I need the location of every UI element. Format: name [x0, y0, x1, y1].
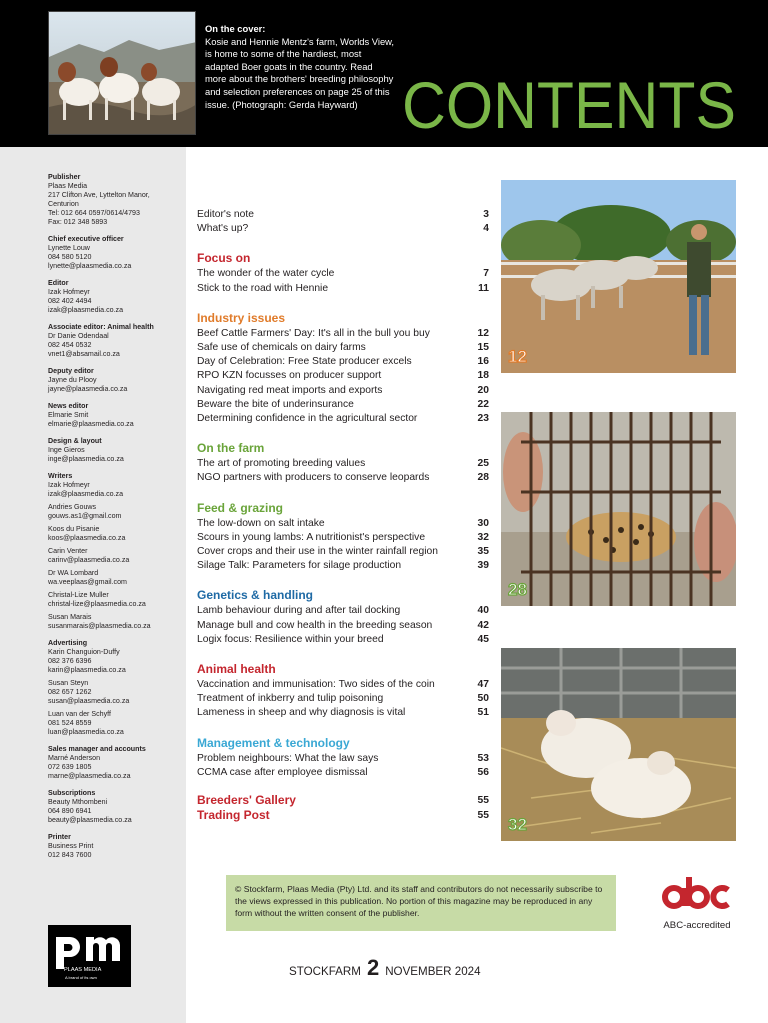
masthead-line: Andries Gouws [48, 503, 97, 511]
abc-caption: ABC-accredited [663, 920, 731, 931]
toc-entry[interactable] [197, 808, 489, 823]
toc-entry-page: 15 [477, 342, 489, 354]
toc-entry-title: Manage bull and cow health in the breeding season [197, 619, 433, 631]
section-heading: Focus on [197, 251, 251, 266]
masthead-email[interactable]: susan@plaasmedia.co.za [48, 697, 130, 705]
toc-entry[interactable] [197, 327, 489, 341]
toc-entry-page: 11 [478, 282, 489, 294]
plaas-media-tagline: A brand of its own [65, 975, 97, 980]
masthead-line: 081 524 8559 [48, 719, 92, 727]
masthead-line: Inge Gieros [48, 446, 85, 454]
masthead-block [48, 279, 180, 315]
masthead-role: Subscriptions [48, 789, 96, 797]
masthead-line: 072 639 1805 [48, 763, 92, 771]
toc-entry[interactable] [197, 222, 489, 236]
masthead-list [48, 173, 180, 868]
masthead-email[interactable]: christal-lize@plaasmedia.co.za [48, 600, 146, 608]
masthead-block [48, 639, 180, 737]
cover-caption [205, 23, 395, 111]
toc-entry[interactable] [197, 412, 489, 426]
toc-entry-title: NGO partners with producers to conserve leopards [197, 472, 430, 484]
cover-caption-label: On the cover: [205, 23, 266, 34]
footer-issue: NOVEMBER 2024 [385, 965, 481, 978]
masthead-email[interactable]: luan@plaasmedia.co.za [48, 728, 124, 736]
toc-entry[interactable] [197, 678, 489, 692]
masthead-role: Sales manager and accounts [48, 745, 146, 753]
toc-entry-page: 23 [477, 413, 489, 425]
masthead-line: 064 890 6941 [48, 807, 92, 815]
masthead-line: Business Print [48, 842, 94, 850]
masthead-line: Susan Marais [48, 613, 92, 621]
toc-entry-page: 55 [477, 795, 489, 807]
toc-entry[interactable] [197, 633, 489, 647]
toc-entry-page: 12 [477, 327, 489, 339]
lambs-photo [501, 648, 736, 841]
toc-entry-title: Silage Talk: Parameters for silage production [197, 560, 402, 572]
masthead-role: Writers [48, 472, 73, 480]
bulls-photo [501, 180, 736, 373]
plaas-media-logo-text: PLAAS MEDIA [64, 967, 102, 973]
page-title: CONTENTS [402, 68, 736, 142]
masthead-line: 217 Clifton Ave, Lyttelton Manor, [48, 191, 150, 199]
toc-entry[interactable] [197, 619, 489, 633]
masthead-email[interactable]: izak@plaasmedia.co.za [48, 490, 124, 498]
masthead-block [48, 173, 180, 227]
toc-entry-page: 42 [477, 619, 489, 631]
toc-entry-page: 35 [477, 546, 489, 558]
toc-entry[interactable] [197, 208, 489, 222]
toc-entry-page: 56 [477, 766, 489, 778]
toc-entry[interactable] [197, 267, 489, 281]
footer-magazine: STOCKFARM [289, 965, 361, 978]
masthead-email[interactable]: elmarie@plaasmedia.co.za [48, 420, 134, 428]
toc-entry-title: Scours in young lambs: A nutritionist's perspective [197, 531, 426, 543]
toc-entry-page: 30 [477, 517, 489, 529]
masthead-line: Centurion [48, 200, 79, 208]
section-heading: Feed & grazing [197, 500, 284, 515]
copyright-disclaimer: © Stockfarm, Plaas Media (Pty) Ltd. and its staff and contributors do not necessarily subscribe to the views expressed in this publication. No portion of this magazine may be reproduced in any form without the written consent of the publisher. [226, 875, 616, 931]
masthead-line: Tel: 012 664 0597/0614/4793 [48, 209, 140, 217]
toc-entry[interactable] [197, 517, 489, 531]
section-heading: On the farm [197, 441, 265, 456]
masthead-line: Dr WA Lombard [48, 569, 99, 577]
toc-entry-title: CCMA case after employee dismissal [197, 766, 368, 778]
photo-page-number: 32 [508, 815, 527, 834]
masthead-line: Dr Danie Odendaal [48, 332, 109, 340]
masthead-email[interactable]: koos@plaasmedia.co.za [48, 534, 126, 542]
masthead-email[interactable]: izak@plaasmedia.co.za [48, 306, 124, 314]
toc-entry[interactable] [197, 282, 489, 296]
toc-entry[interactable] [197, 398, 489, 412]
toc-entry-page: 39 [477, 560, 489, 572]
masthead-line: 082 454 0532 [48, 341, 92, 349]
masthead-block [48, 789, 180, 825]
toc-entry[interactable] [197, 766, 489, 780]
toc-entry-page: 22 [477, 398, 489, 410]
masthead-line: Karin Changuion-Duffy [48, 648, 120, 656]
masthead-block [48, 402, 180, 429]
masthead-role: Advertising [48, 639, 88, 647]
masthead-block [48, 745, 180, 781]
toc-entry-title: Vaccination and immunisation: Two sides of the coin [197, 679, 435, 691]
toc-entry-title: What's up? [197, 223, 249, 235]
toc-entry-title: Editor's note [197, 209, 254, 220]
toc-entry[interactable] [197, 692, 489, 706]
toc-entry-page: 53 [477, 752, 489, 764]
masthead-line: Carin Venter [48, 547, 88, 555]
toc-entry-title: Navigating red meat imports and exports [197, 384, 383, 396]
toc-entry-title: Beef Cattle Farmers' Day: It's all in the bull you buy [197, 327, 430, 339]
masthead-role: Design & layout [48, 437, 102, 445]
toc-entry-page: 40 [477, 605, 489, 617]
toc-entry[interactable] [197, 793, 489, 808]
toc-entry-page: 51 [477, 707, 489, 719]
section-heading: Genetics & handling [197, 588, 314, 603]
masthead-block [48, 323, 180, 359]
masthead-sidebar [0, 147, 186, 1023]
toc-entry-page: 4 [483, 223, 489, 235]
toc-entry-title: Breeders' Gallery [197, 793, 296, 808]
toc-entry-page: 25 [477, 458, 489, 470]
toc-entry-page: 20 [477, 384, 489, 396]
masthead-line: 082 376 6396 [48, 657, 92, 665]
masthead-line: Christal-Lize Muller [48, 591, 109, 599]
toc-entry-page: 16 [477, 356, 489, 368]
footer-page-number: 2 [366, 955, 380, 980]
contents-list [197, 208, 489, 823]
toc-entry[interactable] [197, 457, 489, 471]
leopard-photo [501, 412, 736, 606]
toc-entry-page: 18 [477, 370, 489, 382]
masthead-line: Luan van der Schyff [48, 710, 111, 718]
toc-entry[interactable] [197, 559, 489, 573]
toc-entry-title: The wonder of the water cycle [197, 268, 335, 280]
cover-caption-text: Kosie and Hennie Mentz's farm, Worlds View, is home to some of the hardiest, most adapted Boer goats in the country. Read more about the brothers' breeding philosophy and selection preferences on page 25 of this issue. (Photograph: Gerda Hayward) [205, 35, 395, 110]
toc-entry[interactable] [197, 355, 489, 369]
photo-page-number: 12 [508, 347, 527, 366]
toc-entry[interactable] [197, 369, 489, 383]
masthead-block [48, 472, 180, 631]
masthead-email[interactable]: karin@plaasmedia.co.za [48, 666, 126, 674]
toc-entry-title: Determining confidence in the agricultural sector [197, 413, 418, 425]
masthead-block [48, 367, 180, 394]
masthead-line: Koos du Pisanie [48, 525, 100, 533]
masthead-line: Lynette Louw [48, 244, 90, 252]
toc-entry-page: 7 [483, 268, 489, 280]
masthead-line: 084 580 5120 [48, 253, 92, 261]
masthead-role: News editor [48, 402, 89, 410]
masthead-role: Printer [48, 833, 71, 841]
toc-entry[interactable] [197, 531, 489, 545]
masthead-email[interactable]: lynette@plaasmedia.co.za [48, 262, 132, 270]
masthead-line: Beauty Mthombeni [48, 798, 108, 806]
toc-entry-title: Logix focus: Resilience within your breed [197, 633, 384, 645]
masthead-email[interactable]: vnet1@absamail.co.za [48, 350, 120, 358]
plaas-media-logo [48, 925, 131, 992]
abc-accreditation [652, 873, 742, 931]
toc-entry-page: 50 [477, 693, 489, 705]
toc-entry[interactable] [197, 545, 489, 559]
page-footer [289, 955, 481, 981]
toc-entry-page: 28 [477, 472, 489, 484]
masthead-block [48, 437, 180, 464]
masthead-line: Marné Anderson [48, 754, 101, 762]
masthead-email[interactable]: beauty@plaasmedia.co.za [48, 816, 132, 824]
masthead-email[interactable]: wa.veeplaas@gmail.com [48, 578, 127, 586]
masthead-role: Editor [48, 279, 69, 287]
masthead-email[interactable]: susanmarais@plaasmedia.co.za [48, 622, 151, 630]
masthead-email[interactable]: inge@plaasmedia.co.za [48, 455, 124, 463]
toc-entry-title: Safe use of chemicals on dairy farms [197, 342, 366, 354]
abc-logo-icon [660, 873, 734, 913]
toc-entry-title: RPO KZN focusses on producer support [197, 370, 382, 382]
toc-entry[interactable] [197, 604, 489, 618]
toc-entry-title: Cover crops and their use in the winter rainfall region [197, 546, 438, 558]
toc-entry-page: 45 [477, 633, 489, 645]
toc-entry-page: 55 [477, 810, 489, 822]
masthead-role: Associate editor: Animal health [48, 323, 154, 331]
toc-entry-title: Lamb behaviour during and after tail docking [197, 605, 401, 617]
cover-header [0, 0, 768, 147]
toc-entry[interactable] [197, 752, 489, 766]
masthead-email[interactable]: marne@plaasmedia.co.za [48, 772, 131, 780]
toc-entry[interactable] [197, 384, 489, 398]
masthead-email[interactable]: gouws.as1@gmail.com [48, 512, 122, 520]
cover-goats-photo [48, 11, 196, 135]
toc-entry-title: Treatment of inkberry and tulip poisoning [197, 693, 384, 705]
masthead-email[interactable]: jayne@plaasmedia.co.za [48, 385, 128, 393]
toc-entry-page: 47 [477, 679, 489, 691]
toc-entry[interactable] [197, 341, 489, 355]
toc-entry-title: Beware the bite of underinsurance [197, 398, 354, 410]
masthead-line: 082 402 4494 [48, 297, 92, 305]
masthead-line: Fax: 012 348 5893 [48, 218, 108, 226]
masthead-line: Jayne du Plooy [48, 376, 97, 384]
masthead-line: Susan Steyn [48, 679, 89, 687]
masthead-line: 082 657 1262 [48, 688, 92, 696]
toc-entry-page: 32 [477, 531, 489, 543]
masthead-email[interactable]: carinv@plaasmedia.co.za [48, 556, 130, 564]
masthead-block [48, 833, 180, 860]
masthead-line: 012 843 7600 [48, 851, 92, 859]
toc-entry-title: Stick to the road with Hennie [197, 282, 329, 294]
section-heading: Animal health [197, 662, 276, 677]
toc-entry-title: Lameness in sheep and why diagnosis is vital [197, 707, 406, 719]
toc-entry-title: The low-down on salt intake [197, 517, 325, 529]
masthead-line: Elmarie Smit [48, 411, 89, 419]
toc-entry[interactable] [197, 471, 489, 485]
masthead-role: Publisher [48, 173, 81, 181]
masthead-role: Deputy editor [48, 367, 94, 375]
masthead-role: Chief executive officer [48, 235, 124, 243]
toc-entry[interactable] [197, 706, 489, 720]
toc-entry-title: Trading Post [197, 808, 270, 823]
masthead-line: Izak Hofmeyr [48, 288, 90, 296]
masthead-line: Plaas Media [48, 182, 88, 190]
masthead-line: Izak Hofmeyr [48, 481, 90, 489]
toc-entry-title: Problem neighbours: What the law says [197, 752, 379, 764]
section-heading: Management & technology [197, 735, 350, 750]
section-heading: Industry issues [197, 310, 286, 325]
toc-entry-title: Day of Celebration: Free State producer excels [197, 356, 412, 368]
photo-page-number: 28 [508, 580, 527, 599]
toc-entry-page: 3 [483, 209, 489, 220]
masthead-block [48, 235, 180, 271]
toc-entry-title: The art of promoting breeding values [197, 458, 366, 470]
